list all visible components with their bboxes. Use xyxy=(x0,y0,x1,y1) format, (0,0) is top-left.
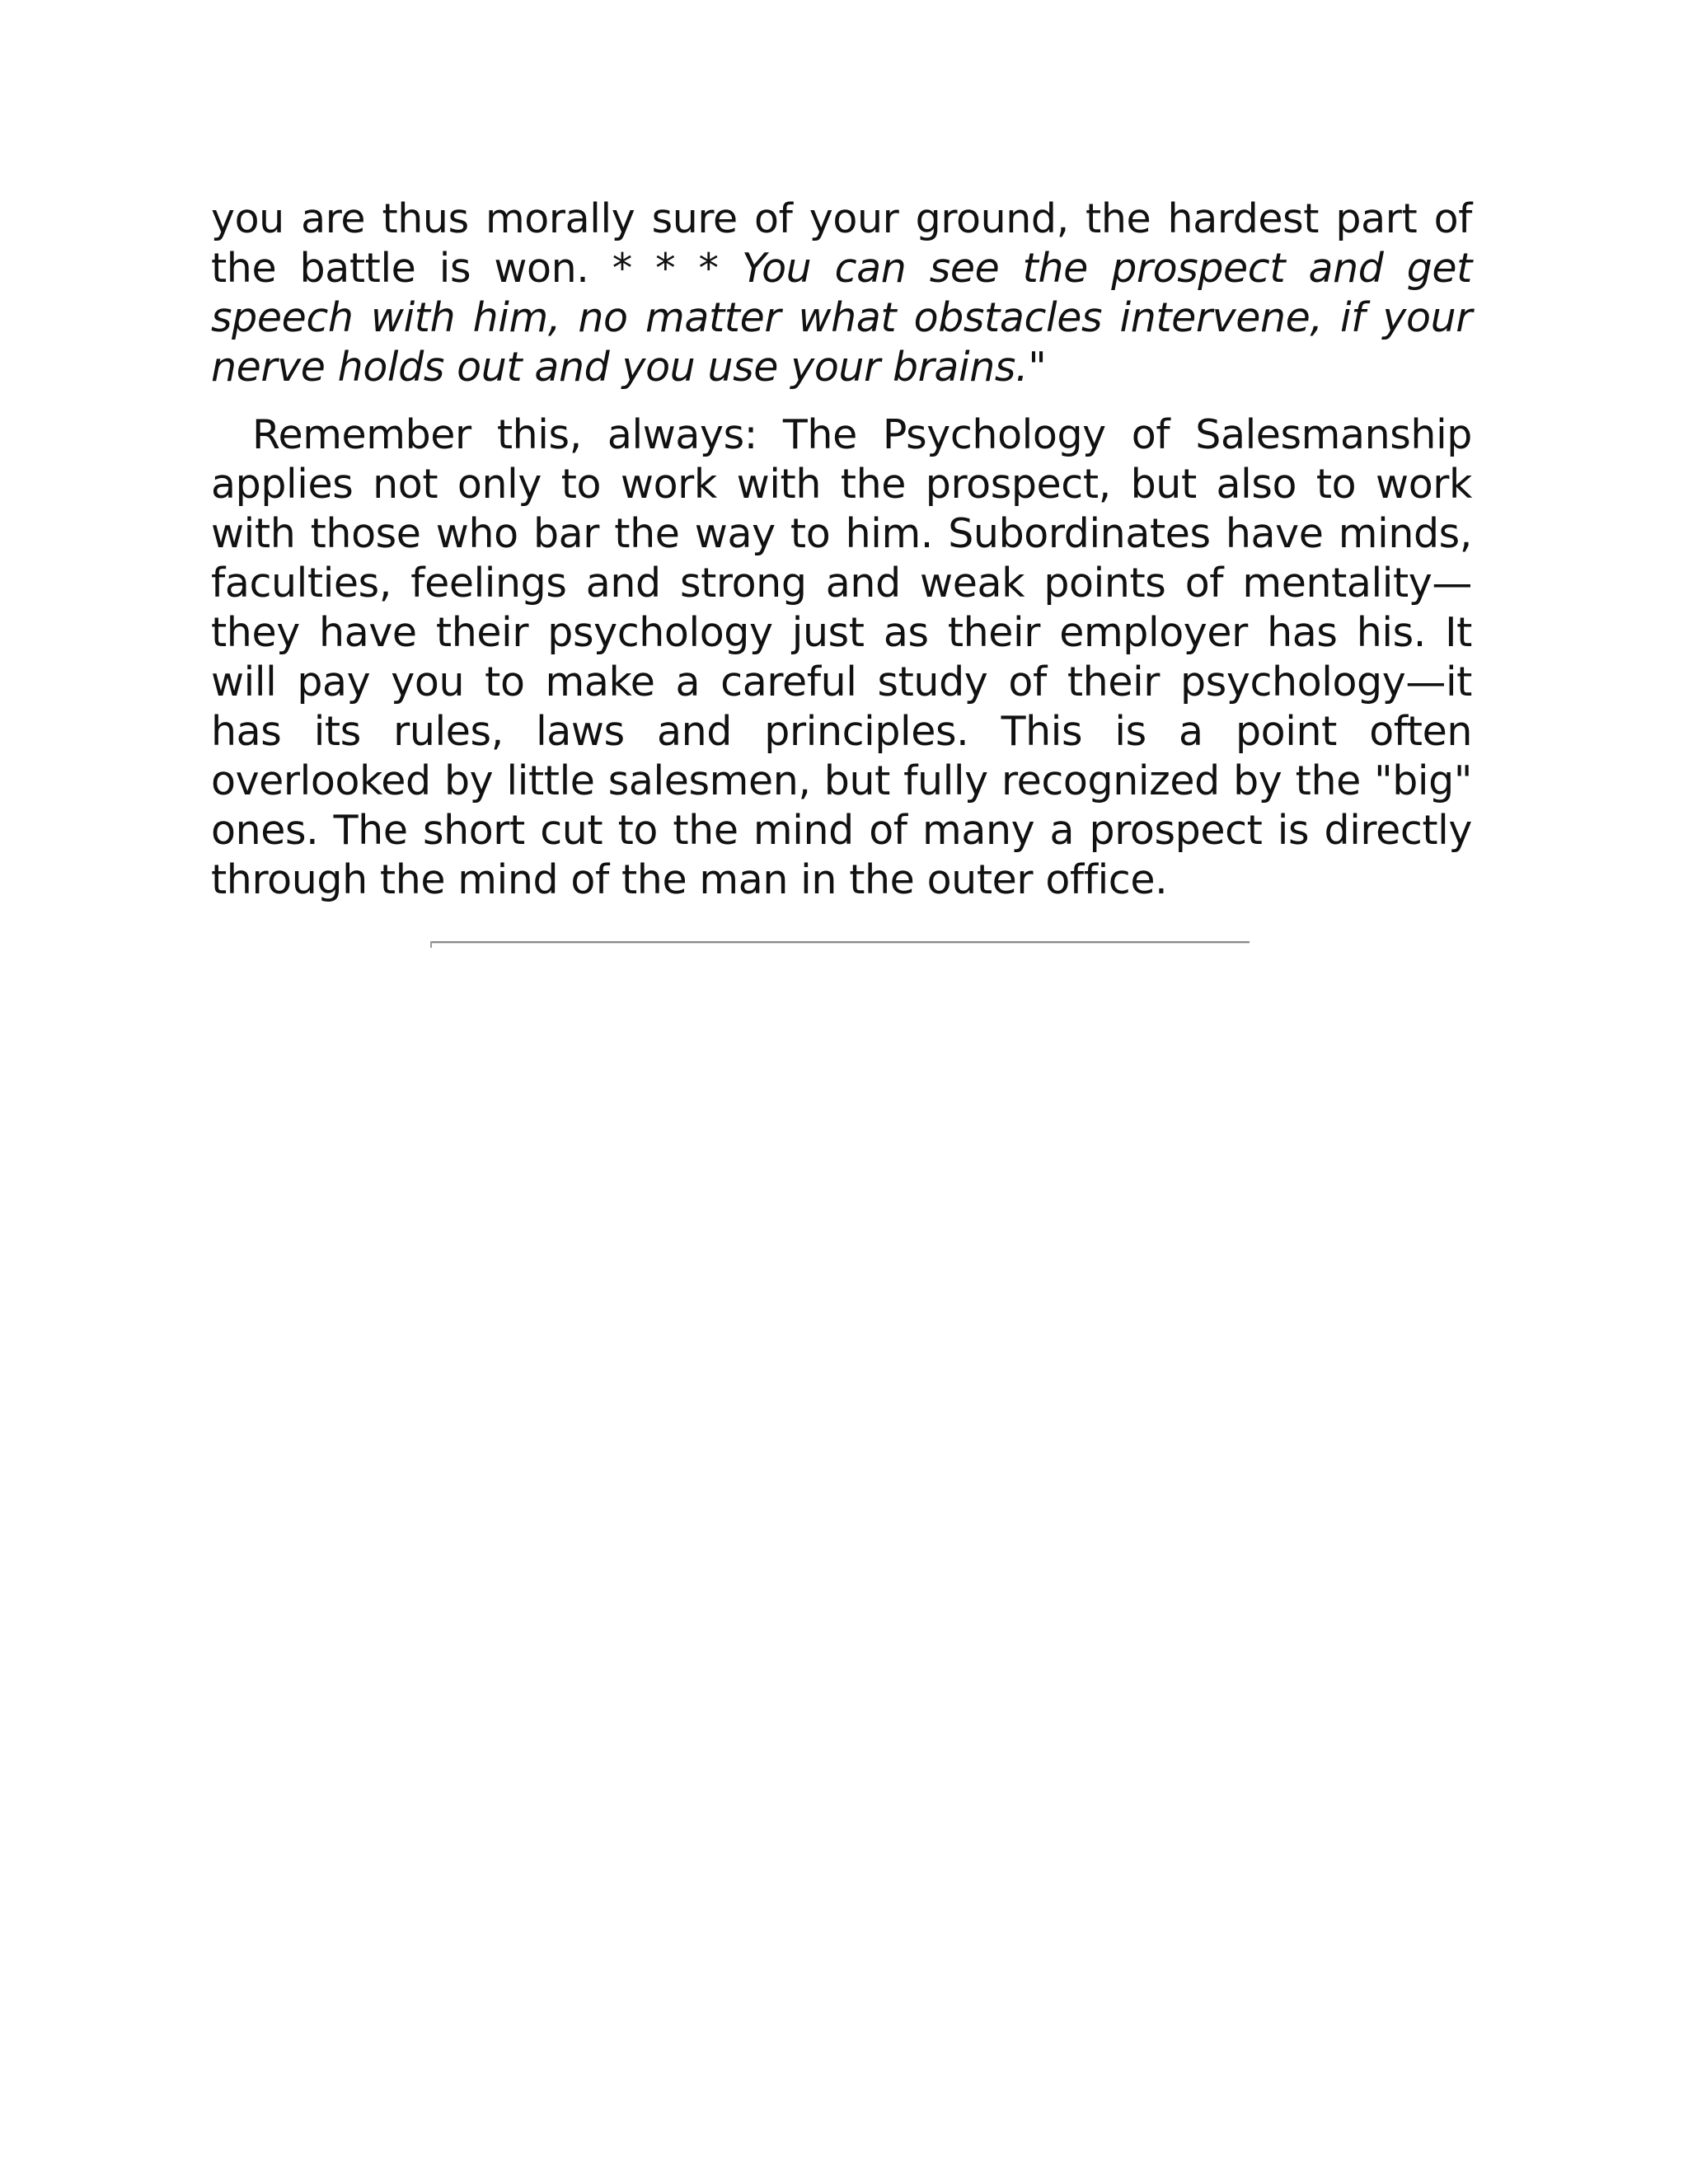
paragraph-continuation xyxy=(211,194,1472,392)
text-run: Remember this, always: The Psychology of Salesmanship applies not only to work with the prospect, but also to work with those who bar the way to him. Subordinates have minds, faculties, feelings and strong and weak points of mentality—they have their psychology just as their employer has his. It will pay you to make a careful study of their psychology—it has its rules, laws and principles. This is a point often overlooked by little salesmen, but fully recognized by the "big" ones. The short cut to the mind of many a prospect is directly through the mind of the man in the outer office. xyxy=(211,411,1472,903)
text-run: you are thus morally sure of your ground, the hardest part of the battle is won. * * * xyxy=(211,195,1472,292)
paragraph-remember xyxy=(211,410,1472,905)
closing-quote: " xyxy=(1028,344,1047,391)
horizontal-rule xyxy=(431,941,1250,944)
body-text xyxy=(211,194,1472,905)
italic-text-run: You can see the prospect and get speech with him, no matter what obstacles intervene, if your nerve holds out and you use your brains. xyxy=(211,245,1472,391)
